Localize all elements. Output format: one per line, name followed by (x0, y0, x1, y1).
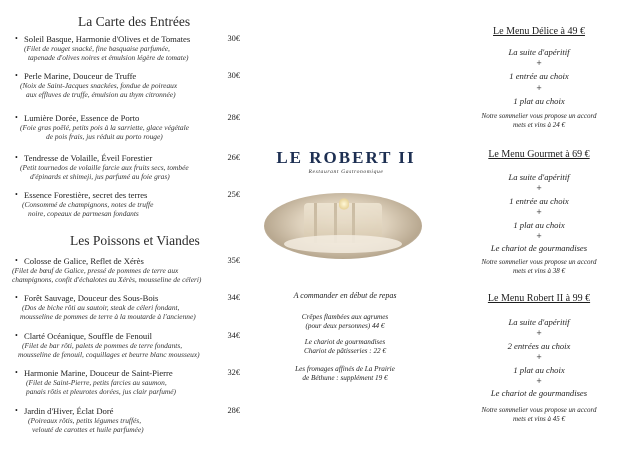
desserts-heading: A commander en début de repas (293, 291, 397, 300)
menu-course: 1 plat au choix (513, 220, 565, 230)
dish-description: (Filet de bœuf de Galice, pressé de pommes de terre aux champignons, confit d'échalotes au Xérès, mousseline de céleri) (12, 266, 202, 284)
menu-course: 1 entrée au choix (509, 196, 569, 206)
dish-name: Jardin d'Hiver, Éclat Doré (24, 406, 114, 416)
bullet-icon: • (15, 153, 18, 162)
chandelier-icon (339, 197, 349, 211)
dish-name: Lumière Dorée, Essence de Porto (24, 113, 140, 123)
dish-name: Clarté Océanique, Souffle de Fenouil (24, 331, 152, 341)
entrees-title: La Carte des Entrées (78, 14, 191, 29)
dish-price: 28€ (227, 113, 240, 122)
plus-icon: + (536, 353, 542, 361)
dish-item (15, 331, 246, 359)
left-column (0, 0, 252, 453)
dish-price: 28€ (227, 406, 240, 415)
menu-delice-title: Le Menu Délice à 49 € (493, 26, 585, 37)
dish-item (15, 153, 246, 181)
dish-name: Harmonie Marine, Douceur de Saint-Pierre (24, 368, 173, 378)
dish-name: Soleil Basque, Harmonie d'Olives et de Tomates (24, 34, 191, 44)
menu-course: 1 plat au choix (513, 365, 565, 375)
bullet-icon: • (15, 256, 18, 265)
plus-icon: + (536, 208, 542, 216)
dish-price: 34€ (227, 293, 240, 302)
dish-name: Forêt Sauvage, Douceur des Sous-Bois (24, 293, 159, 303)
menu-wine-note: Notre sommelier vous propose un accord mets et vins à 45 € (481, 406, 597, 423)
dish-name: Tendresse de Volaille, Éveil Forestier (24, 153, 153, 163)
dish-description: (Poireaux rôtis, petits légumes truffés, velouté de carottes et huile parfumée) (28, 416, 144, 434)
plus-icon: + (536, 377, 542, 385)
poissons-title: Les Poissons et Viandes (70, 233, 200, 248)
dish-description: (Foie gras poêlé, petits pois à la sarriette, glace végétale de pois frais, jus réduit au porto rouge) (20, 123, 189, 141)
bullet-icon: • (15, 368, 18, 377)
dish-price: 30€ (227, 34, 240, 43)
dish-price: 25€ (227, 190, 240, 199)
menu-wine-note: Notre sommelier vous propose un accord mets et vins à 24 € (481, 112, 597, 129)
menu-wine-note: Notre sommelier vous propose un accord mets et vins à 38 € (481, 258, 597, 275)
plus-icon: + (536, 59, 542, 67)
bullet-icon: • (15, 34, 18, 43)
brand-name: LE ROBERT II (276, 148, 416, 167)
dish-description: (Noix de Saint-Jacques snackées, fondue de poireaux aux effluves de truffe, émulsion au thym citronnée) (20, 81, 178, 99)
dessert-item: Les fromages affinés de La Prairie de Béthune : supplément 19 € (295, 365, 395, 382)
bullet-icon: • (15, 190, 18, 199)
menu-course: La suite d'apéritif (508, 47, 570, 57)
menu-course: 1 entrée au choix (509, 71, 569, 81)
menu-robert-title: Le Menu Robert II à 99 € (487, 293, 591, 304)
restaurant-photo (264, 193, 422, 259)
dish-price: 26€ (227, 153, 240, 162)
brand-logo (276, 148, 416, 175)
menu-course: 2 entrées au choix (507, 341, 571, 351)
bullet-icon: • (15, 71, 18, 80)
menu-course: La suite d'apéritif (508, 317, 570, 327)
dessert-item: Crêpes flambées aux agrumes (pour deux personnes) 44 € (301, 313, 389, 330)
dish-price: 30€ (227, 71, 240, 80)
dish-price: 32€ (227, 368, 240, 377)
middle-column (252, 0, 438, 453)
dish-price: 34€ (227, 331, 240, 340)
dish-description: (Consommé de champignons, notes de truffe noire, copeaux de parmesan fondants (22, 200, 154, 218)
plus-icon: + (536, 329, 542, 337)
plus-icon: + (536, 84, 542, 92)
dish-description: (Petit tournedos de volaille farcie aux fruits secs, tombée d'épinards et shimeji, jus parfumé au foie gras) (20, 163, 189, 181)
dish-name: Essence Forestière, secret des terres (24, 190, 148, 200)
dish-description: (Filet de Saint-Pierre, petits farcies au saumon, panais rôtis et pleurotes dorées, jus clair parfumé) (26, 378, 176, 396)
dish-item (15, 406, 246, 434)
menu-course: 1 plat au choix (513, 96, 565, 106)
dish-item (15, 368, 246, 396)
menu-course: Le chariot de gourmandises (490, 388, 588, 398)
dish-price: 35€ (227, 256, 240, 265)
plus-icon: + (536, 232, 542, 240)
dish-item (15, 71, 246, 99)
bullet-icon: • (15, 113, 18, 122)
bullet-icon: • (15, 331, 18, 340)
dish-item (12, 256, 246, 284)
dish-name: Perle Marine, Douceur de Truffe (24, 71, 137, 81)
bullet-icon: • (15, 406, 18, 415)
plus-icon: + (536, 184, 542, 192)
menu-gourmet-title: Le Menu Gourmet à 69 € (488, 149, 590, 160)
menu-course: La suite d'apéritif (508, 172, 570, 182)
dish-description: (Filet de bar rôti, palets de pommes de terre fondants, mousseline de fenouil, coquillages et beurre blanc mousseux) (18, 341, 200, 359)
dessert-item: Le chariot de gourmandises Chariot de pâtisseries : 22 € (303, 338, 387, 355)
dish-description: (Filet de rouget snacké, fine basquaise parfumée, tapenade d'olives noires et émulsion légère de tomate) (24, 44, 189, 62)
right-column (438, 0, 640, 453)
bullet-icon: • (15, 293, 18, 302)
brand-subtitle: Restaurant Gastronomique (308, 169, 384, 175)
menu-course: Le chariot de gourmandises (490, 243, 588, 253)
dish-name: Colosse de Galice, Reflet de Xérès (24, 256, 144, 266)
dish-item (15, 113, 246, 141)
dish-item (15, 293, 246, 321)
dish-item (15, 34, 246, 62)
dish-description: (Dos de biche rôti au sautoir, steak de céleri fondant, mousseline de pommes de terre à la moutarde à l'ancienne) (20, 303, 196, 321)
dish-item (15, 190, 246, 218)
